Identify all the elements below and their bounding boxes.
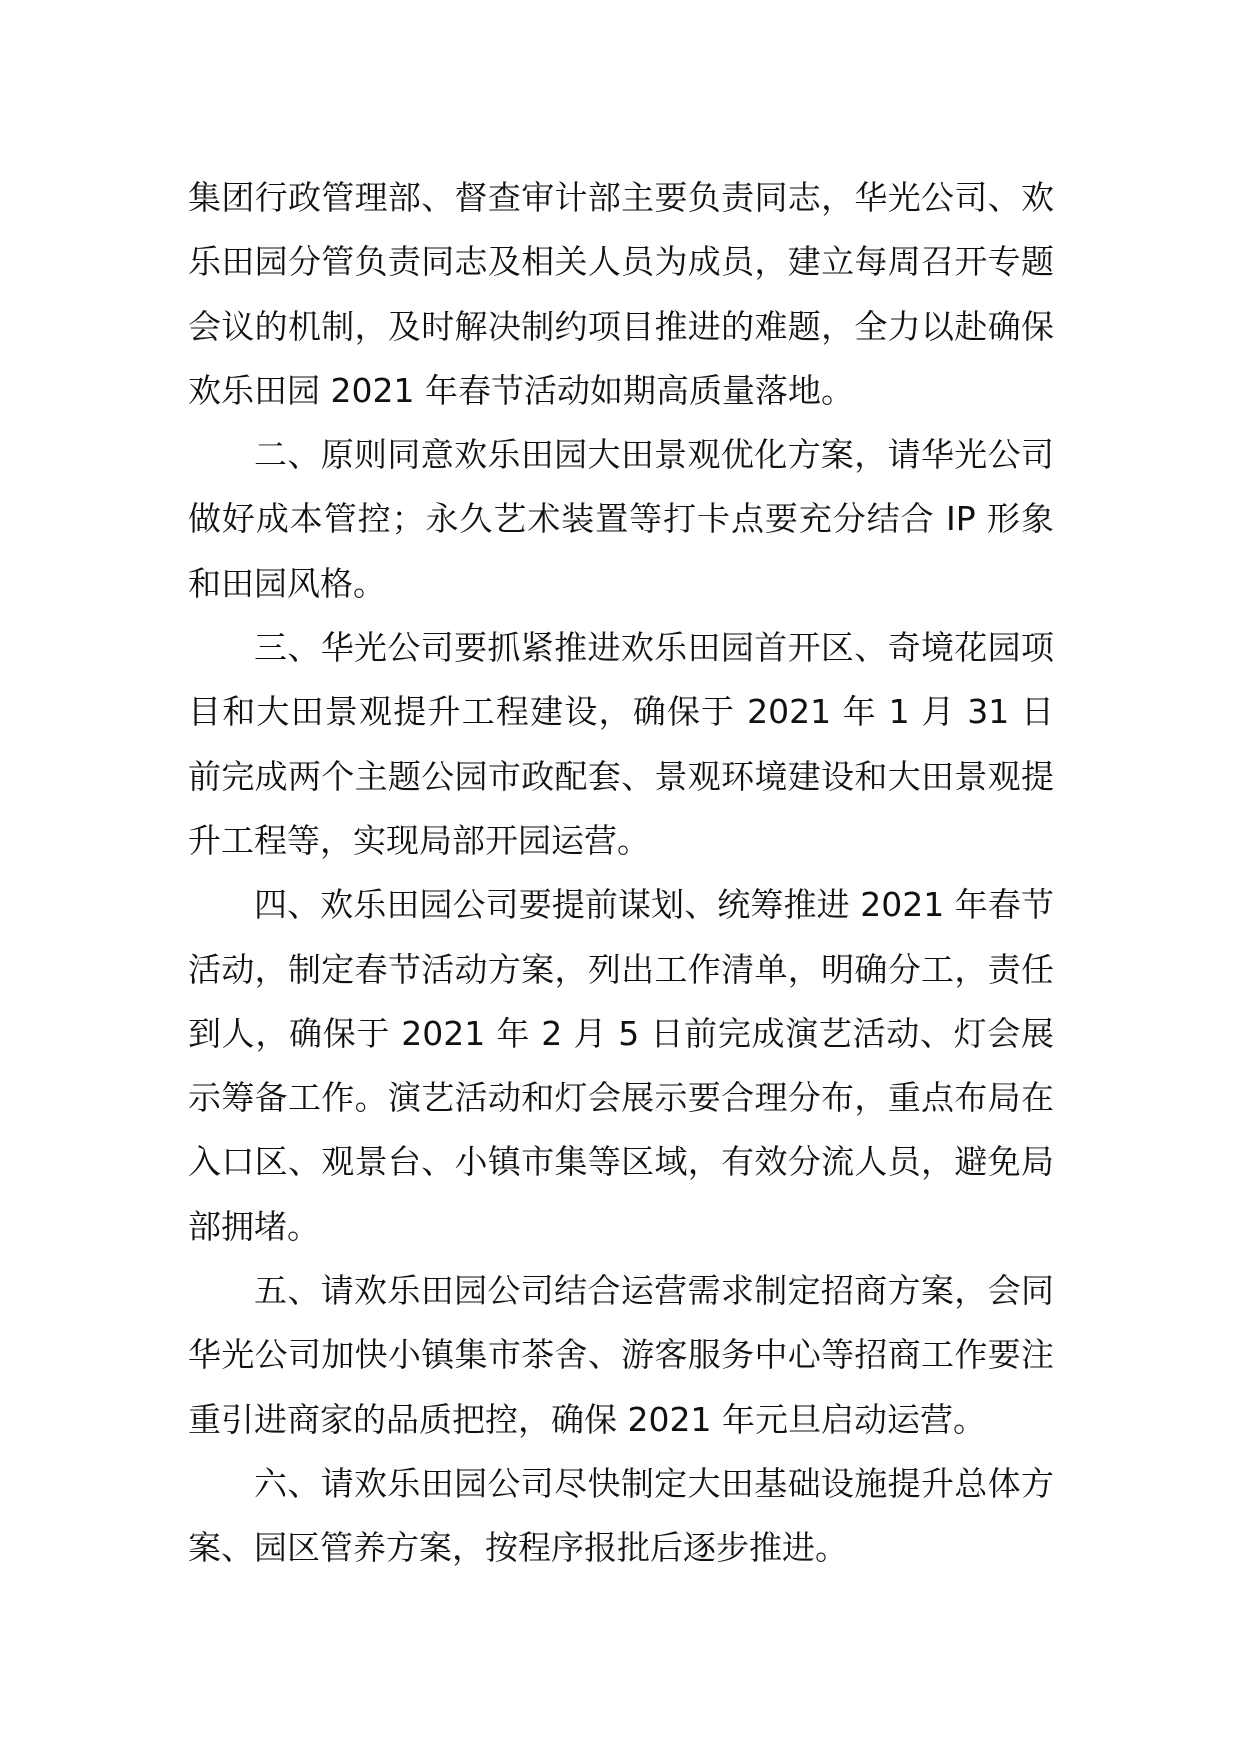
- paragraph-item-2: 二、原则同意欢乐田园大田景观优化方案，请华光公司做好成本管控；永久艺术装置等打卡点要充分结合 IP 形象和田园风格。: [188, 435, 1054, 603]
- paragraph-item-6: 六、请欢乐田园公司尽快制定大田基础设施提升总体方案、园区管养方案，按程序报批后逐步推进。: [188, 1463, 1054, 1568]
- paragraph-item-3: 三、华光公司要抓紧推进欢乐田园首开区、奇境花园项目和大田景观提升工程建设，确保于 2021 年 1 月 31 日前完成两个主题公园市政配套、景观环境建设和大田景观提升工程等，实现局部开园运营。: [188, 628, 1054, 860]
- paragraph-item-5: 五、请欢乐田园公司结合运营需求制定招商方案，会同华光公司加快小镇集市茶舍、游客服务中心等招商工作要注重引进商家的品质把控，确保 2021 年元旦启动运营。: [188, 1271, 1054, 1439]
- paragraph-continuation: 集团行政管理部、督查审计部主要负责同志，华光公司、欢乐田园分管负责同志及相关人员为成员，建立每周召开专题会议的机制，及时解决制约项目推进的难题，全力以赴确保欢乐田园 2021 年春节活动如期高质量落地。: [188, 178, 1054, 410]
- document-page: [188, 166, 1054, 1581]
- paragraph-item-4: 四、欢乐田园公司要提前谋划、统筹推进 2021 年春节活动，制定春节活动方案，列出工作清单，明确分工，责任到人，确保于 2021 年 2 月 5 日前完成演艺活动、灯会展示筹备工作。演艺活动和灯会展示要合理分布，重点布局在入口区、观景台、小镇市集等区域，有效分流人员，避免局部拥堵。: [188, 885, 1054, 1246]
